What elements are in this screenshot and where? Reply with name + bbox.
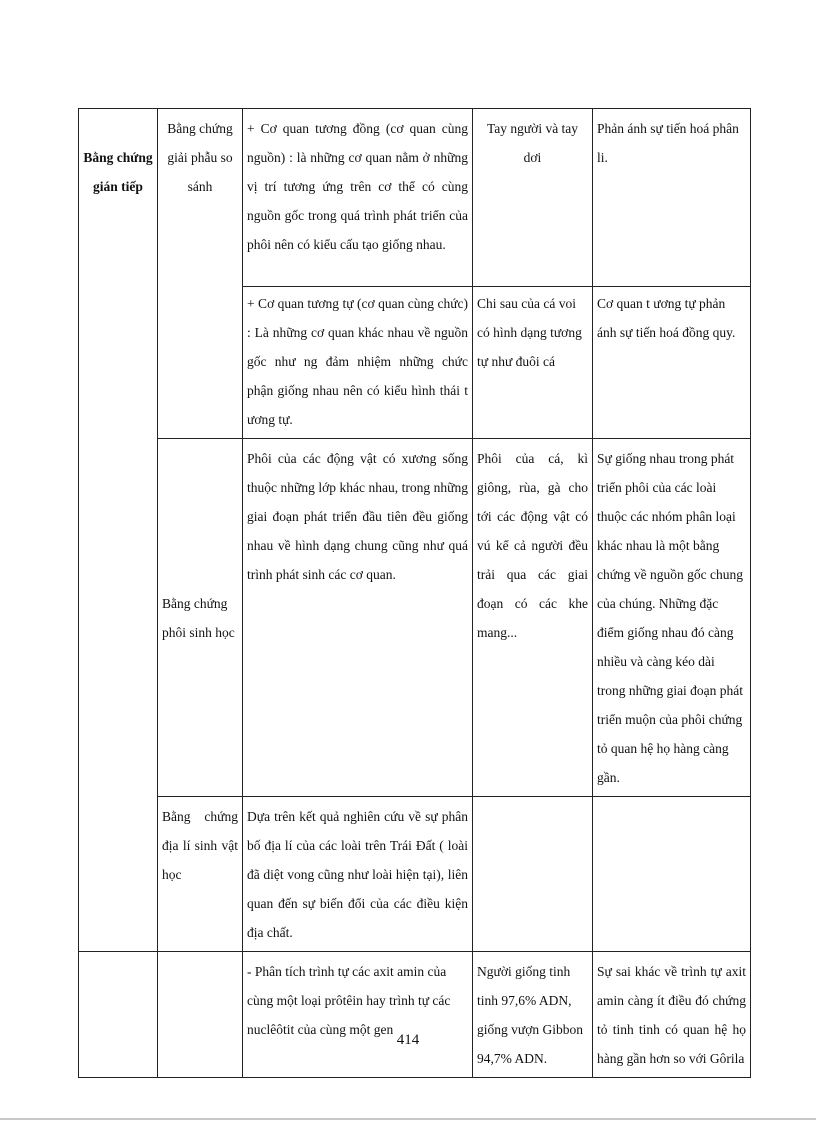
table-row-homologous [79,109,751,287]
homologous-example: Tay người và tay dơi [486,121,579,165]
category-cell [79,109,158,952]
table-row-molecular [79,952,751,1078]
page-bottom-divider [0,1118,816,1120]
molecular-definition: - Phân tích trình tự các axit amin của cùng một loại prôtêin hay trình tự các nuclêôtit của cùng một gen [247,964,451,1037]
homologous-definition: + Cơ quan tương đồng (cơ quan cùng nguồn) : là những cơ quan nằm ở những vị trí tương ứng trên cơ thể có cùng nguồn gốc trong quá trình phát triển của phôi nên có kiểu cấu tạo giống nhau. [247,121,468,252]
analogous-definition: + Cơ quan tương tự (cơ quan cùng chức) : Là những cơ quan khác nhau về nguồn gốc như ng đảm nhiệm những chức phận giống nhau nên có kiểu hình thái t ương tự. [247,296,468,427]
anatomy-label: Bằng chứng giải phẫu so sánh [167,121,233,194]
biogeography-example-cell [473,797,593,952]
biogeography-definition: Dựa trên kết quả nghiên cứu về sự phân bố địa lí của các loài trên Trái Đất ( loài đã diệt vong cũng như loài hiện tại), liên quan đến sự biến đổi của các điều kiện địa chất. [247,809,468,940]
biogeography-label: Bằng chứng địa lí sinh vật học [162,809,238,882]
homologous-meaning-cell [593,109,751,287]
biogeography-label-cell [158,797,243,952]
analogous-meaning: Cơ quan t ương tự phản ánh sự tiến hoá đồng quy. [597,296,736,340]
molecular-category-cell [79,952,158,1078]
table-row-biogeography [79,797,751,952]
molecular-example-cell [473,952,593,1078]
embryology-definition-cell [243,439,473,797]
embryology-definition: Phôi của các động vật có xương sống thuộc những lớp khác nhau, trong những giai đoạn phát triển đầu tiên đều giống nhau về hình dạng chung cũng như quá trình phát sinh các cơ quan. [247,451,468,582]
analogous-meaning-cell [593,287,751,439]
analogous-example: Chi sau của cá voi có hình dạng tương tự như đuôi cá [477,296,582,369]
embryology-meaning: Sự giống nhau trong phát triển phôi của các loài thuộc các nhóm phân loại khác nhau là một bằng chứng về nguồn gốc chung của chúng. Những đặc điểm giống nhau đó càng nhiều và càng kéo dài trong những giai đoạn phát triển muộn của phôi chứng tỏ quan hệ họ hàng càng gần. [597,451,744,785]
table-row-embryology [79,439,751,797]
embryology-meaning-cell [593,439,751,797]
molecular-example: Người giống tinh tinh 97,6% ADN, giống vượn Gibbon 94,7% ADN. [477,964,583,1066]
molecular-label-cell [158,952,243,1078]
homologous-meaning: Phản ánh sự tiến hoá phân li. [597,121,739,165]
embryology-label: Bằng chứng phôi sinh học [162,596,235,640]
page-number: 414 [396,1032,420,1048]
biogeography-meaning-cell [593,797,751,952]
homologous-definition-cell [243,109,473,287]
analogous-example-cell [473,287,593,439]
molecular-meaning: Sự sai khác về trình tự axit amin càng ít điều đó chứng tỏ tinh tinh có quan hệ họ hàng gần hơn so với Gôrila [597,964,746,1066]
molecular-meaning-cell [593,952,751,1078]
homologous-example-cell [473,109,593,287]
embryology-example: Phôi của cá, kì giông, rùa, gà cho tới các động vật có vú kể cả người đều trải qua các giai đoạn có các khe mang... [477,451,588,640]
category-label: Bằng chứng gián tiếp [83,150,153,194]
embryology-example-cell [473,439,593,797]
evidence-table [78,108,751,1078]
anatomy-label-cell [158,109,243,439]
embryology-label-cell [158,439,243,797]
molecular-definition-cell [243,952,473,1078]
analogous-definition-cell [243,287,473,439]
biogeography-definition-cell [243,797,473,952]
